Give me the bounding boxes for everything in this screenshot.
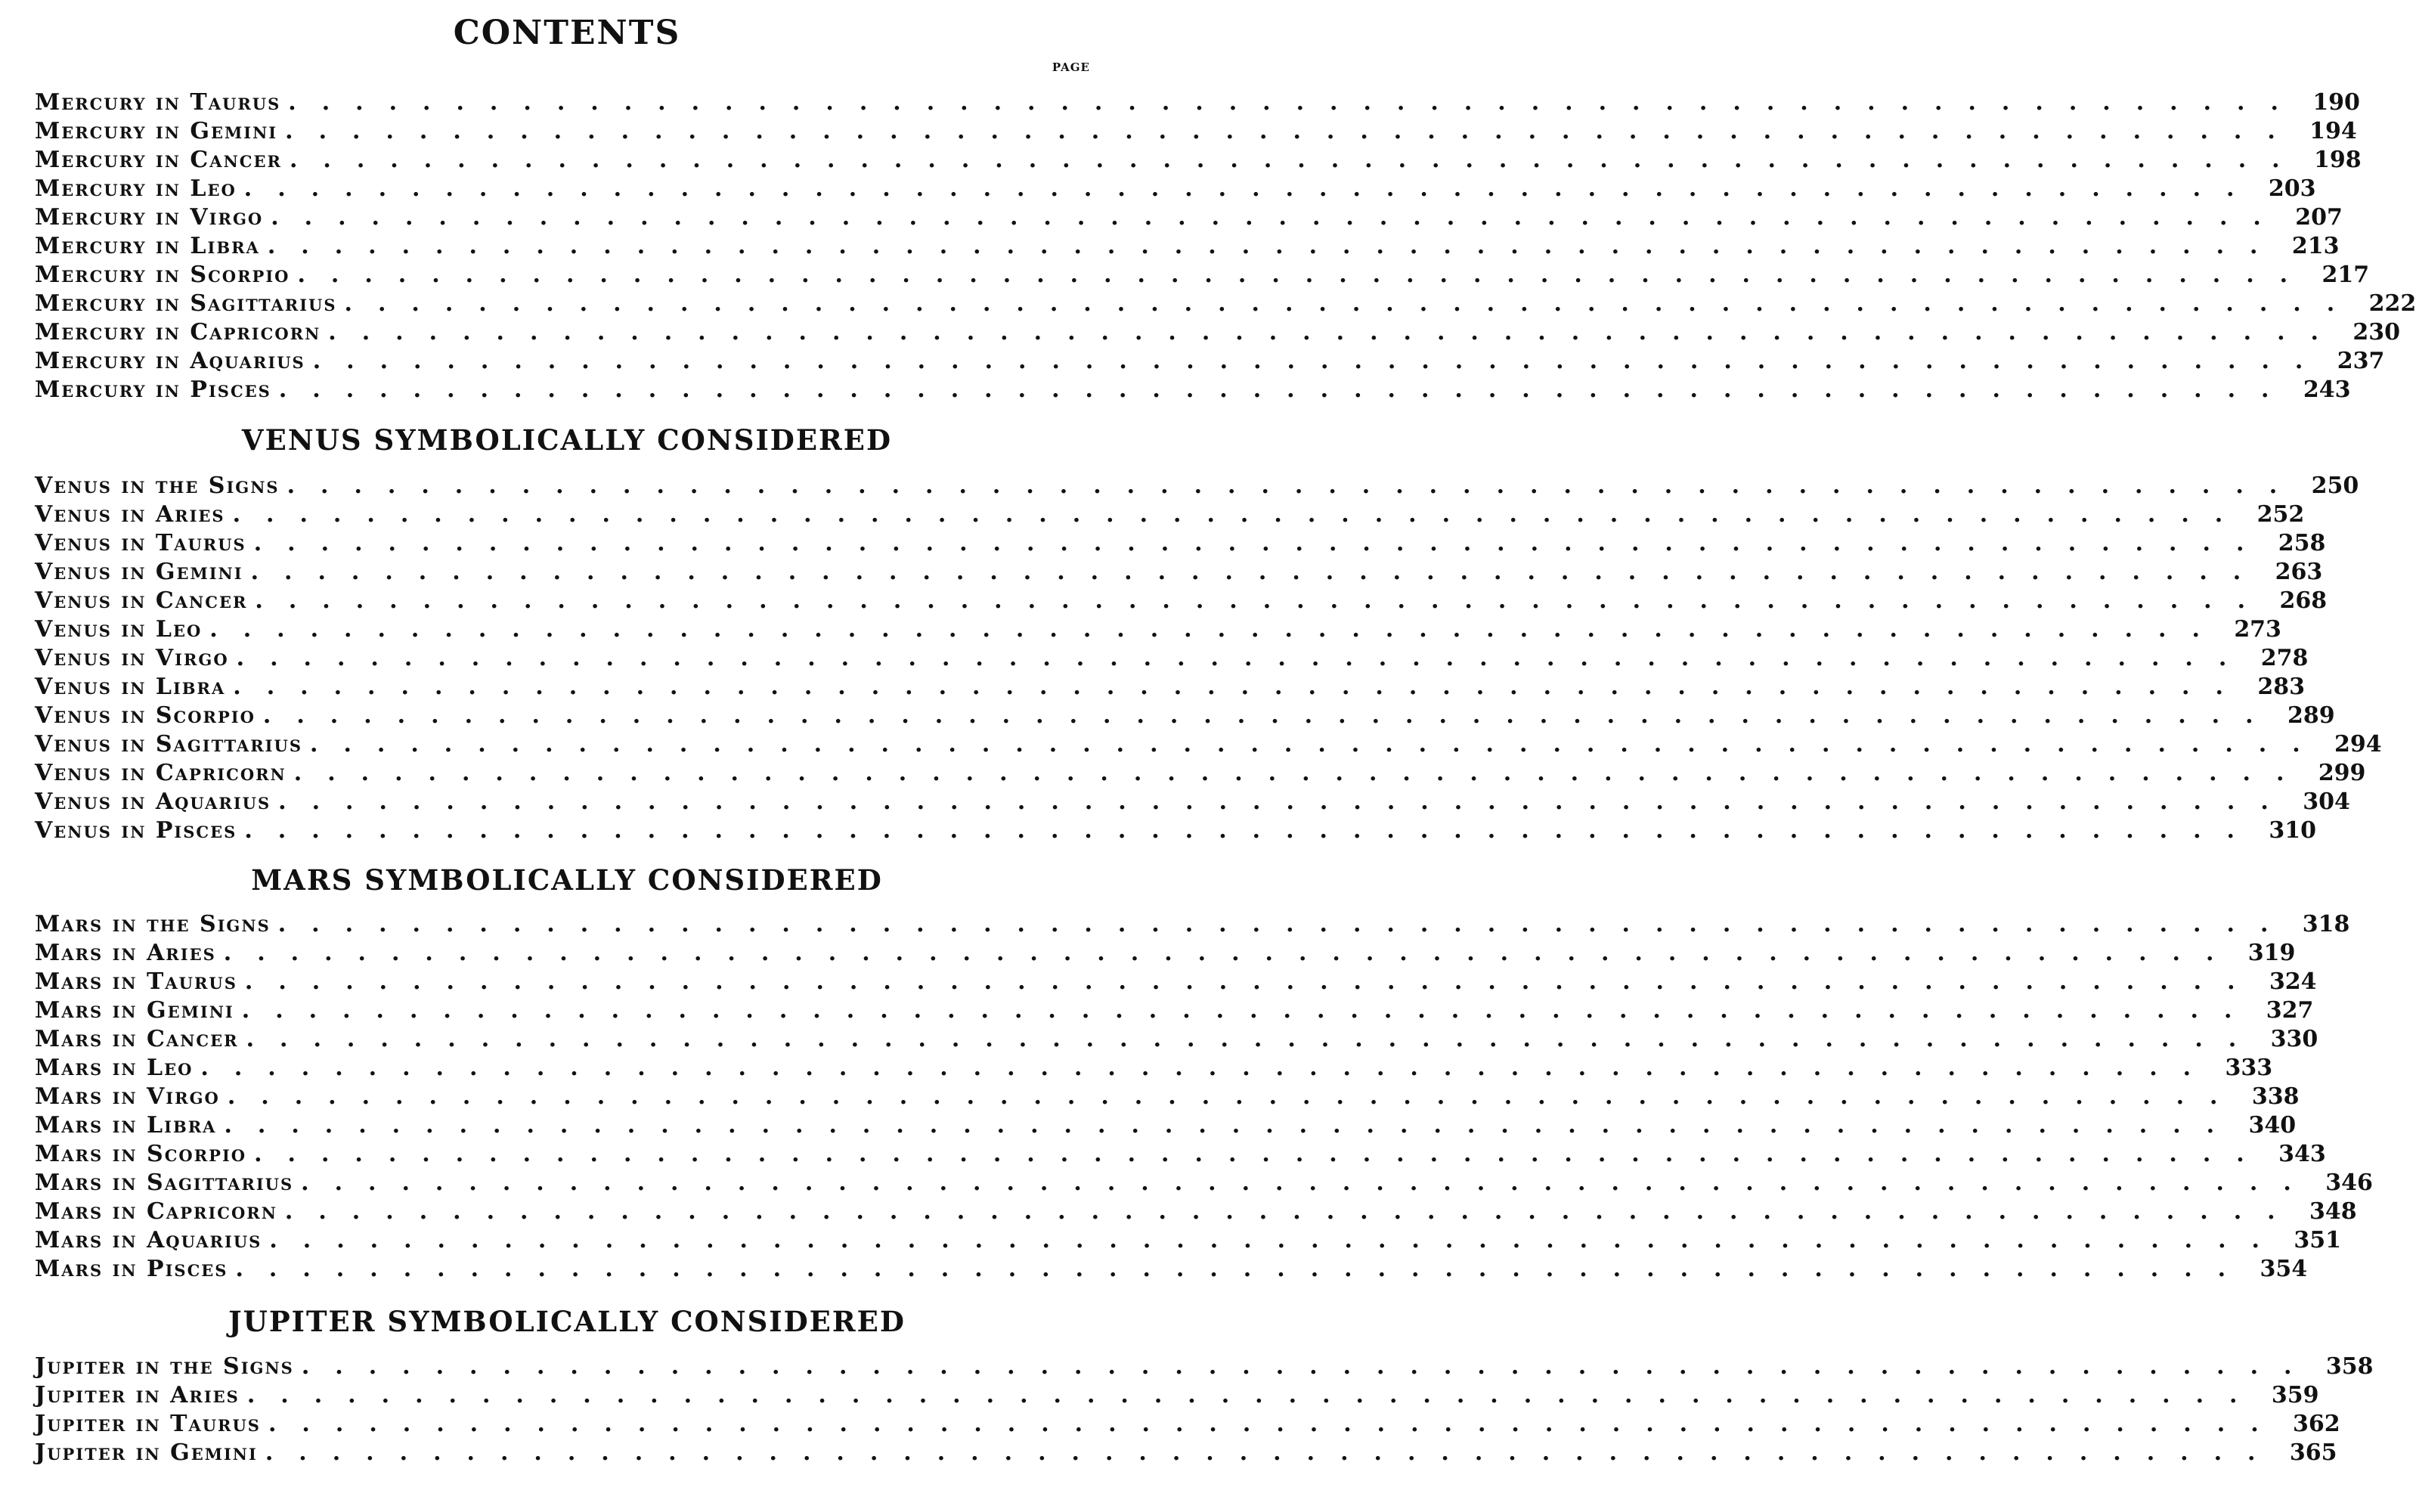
toc-entry: [35, 1026, 2318, 1055]
dot-leader: ............................................................: [200, 1055, 2217, 1081]
entry-page-number: 294: [2334, 731, 2382, 758]
entry-title: Mercury in Gemini: [35, 118, 278, 144]
dot-leader: ............................................................: [297, 262, 2314, 288]
entry-page-number: 230: [2353, 319, 2400, 345]
toc-entry: [35, 760, 2366, 789]
jupiter-heading-text: JUPITER SYMBOLICALLY CONSIDERED: [228, 1305, 906, 1338]
toc-entry: [35, 1141, 2326, 1170]
entry-page-number: 217: [2322, 262, 2370, 288]
toc-entry: [35, 530, 2326, 559]
entry-title: Mercury in Aquarius: [35, 348, 305, 374]
toc-entry: [35, 89, 2360, 118]
entry-page-number: 278: [2260, 645, 2309, 671]
dot-leader: ............................................................: [244, 817, 2260, 844]
toc-entry: [35, 501, 2305, 530]
entry-page-number: 258: [2278, 530, 2326, 556]
entry-title: Jupiter in Aries: [35, 1382, 240, 1408]
entry-title: Venus in Libra: [35, 674, 226, 700]
dot-leader: ............................................................: [344, 290, 2361, 317]
toc-entry: [35, 1170, 2373, 1198]
entry-page-number: 263: [2275, 559, 2323, 585]
entry-page-number: 237: [2337, 348, 2385, 374]
entry-title: Mercury in Libra: [35, 233, 260, 259]
toc-entry: [35, 1411, 2340, 1439]
toc-entry: [35, 1353, 2374, 1382]
entry-page-number: 203: [2268, 175, 2316, 202]
entry-page-number: 343: [2278, 1141, 2326, 1167]
entry-title: Mercury in Virgo: [35, 204, 264, 231]
entry-title: Venus in Sagittarius: [35, 731, 302, 758]
entry-page-number: 362: [2293, 1411, 2340, 1437]
dot-leader: ............................................................: [255, 587, 2272, 614]
entry-page-number: 310: [2269, 817, 2316, 844]
entry-page-number: 273: [2234, 616, 2281, 643]
toc-entry: [35, 262, 2370, 290]
dot-leader: ............................................................: [271, 204, 2287, 231]
toc-entry: [35, 175, 2316, 204]
toc-entry: [35, 290, 2416, 319]
entry-title: Mars in Taurus: [35, 968, 237, 995]
entry-title: Jupiter in the Signs: [35, 1353, 294, 1380]
entry-page-number: 304: [2303, 789, 2350, 815]
toc-entry: [35, 1256, 2308, 1284]
section-heading-jupiter: [0, 1305, 1134, 1338]
dot-leader: ............................................................: [285, 118, 2301, 144]
entry-title: Mercury in Taurus: [35, 89, 281, 116]
toc-entry: [35, 731, 2382, 760]
entry-page-number: 324: [2269, 968, 2317, 995]
entry-page-number: 250: [2311, 472, 2359, 499]
entry-page-number: 207: [2295, 204, 2343, 231]
toc-entry: [35, 1083, 2300, 1112]
entry-page-number: 354: [2260, 1256, 2308, 1282]
entry-page-number: 327: [2266, 997, 2314, 1024]
section-heading-venus: [0, 423, 1134, 457]
entry-title: Mars in Libra: [35, 1112, 217, 1139]
dot-leader: ............................................................: [289, 147, 2306, 173]
toc-entry: [35, 348, 2385, 376]
dot-leader: ............................................................: [277, 911, 2294, 937]
venus-entries: [35, 472, 2382, 846]
dot-leader: ............................................................: [288, 89, 2304, 116]
entry-title: Venus in Aries: [35, 501, 225, 528]
toc-entry: [35, 817, 2316, 846]
dot-leader: ............................................................: [244, 968, 2261, 995]
entry-title: Venus in Gemini: [35, 559, 243, 585]
entry-title: Venus in Pisces: [35, 817, 237, 844]
entry-page-number: 338: [2251, 1083, 2300, 1110]
dot-leader: ............................................................: [227, 1083, 2244, 1110]
toc-entry: [35, 674, 2305, 702]
dot-leader: ............................................................: [287, 472, 2303, 499]
entry-title: Mars in Virgo: [35, 1083, 220, 1110]
toc-entry: [35, 616, 2281, 645]
entry-page-number: 351: [2294, 1227, 2341, 1253]
entry-title: Mars in Aries: [35, 940, 216, 966]
dot-leader: ............................................................: [267, 233, 2284, 259]
toc-entry: [35, 147, 2362, 175]
entry-title: Jupiter in Taurus: [35, 1411, 261, 1437]
toc-entry: [35, 559, 2323, 587]
entry-page-number: 348: [2309, 1198, 2357, 1225]
entry-page-number: 190: [2312, 89, 2360, 116]
dot-leader: ............................................................: [301, 1170, 2317, 1196]
toc-entry: [35, 968, 2317, 997]
dot-leader: ............................................................: [268, 1411, 2284, 1437]
entry-title: Mars in Leo: [35, 1055, 194, 1081]
dot-leader: ............................................................: [328, 319, 2344, 345]
dot-leader: ............................................................: [223, 940, 2240, 966]
page-column-label: PAGE: [1052, 60, 1090, 74]
toc-entry: [35, 1382, 2319, 1411]
entry-page-number: 318: [2302, 911, 2350, 937]
toc-entry: [35, 1439, 2337, 1468]
dot-leader: ............................................................: [310, 731, 2326, 758]
toc-entry: [35, 376, 2351, 405]
entry-title: Venus in Taurus: [35, 530, 246, 556]
dot-leader: ............................................................: [278, 376, 2295, 403]
entry-title: Mercury in Capricorn: [35, 319, 321, 345]
entry-page-number: 268: [2279, 587, 2328, 614]
dot-leader: ............................................................: [235, 1256, 2252, 1282]
entry-page-number: 330: [2270, 1026, 2318, 1052]
toc-entry: [35, 472, 2359, 501]
entry-page-number: 346: [2325, 1170, 2373, 1196]
toc-entry: [35, 118, 2357, 147]
dot-leader: ............................................................: [269, 1227, 2285, 1253]
dot-leader: ............................................................: [293, 760, 2310, 786]
dot-leader: ............................................................: [224, 1112, 2241, 1139]
dot-leader: ............................................................: [243, 175, 2260, 202]
entry-page-number: 243: [2303, 376, 2351, 403]
entry-title: Mercury in Leo: [35, 175, 237, 202]
mercury-entries: [35, 89, 2416, 405]
jupiter-entries: [35, 1353, 2374, 1468]
toc-entry: [35, 789, 2350, 817]
toc-entry: [35, 997, 2314, 1026]
entry-title: Venus in Virgo: [35, 645, 229, 671]
entry-title: Venus in Cancer: [35, 587, 248, 614]
entry-title: Venus in Aquarius: [35, 789, 271, 815]
entry-title: Venus in Scorpio: [35, 702, 256, 729]
entry-page-number: 252: [2256, 501, 2305, 528]
section-heading-mars: [0, 863, 1134, 897]
entry-title: Mars in Scorpio: [35, 1141, 247, 1167]
entry-page-number: 340: [2248, 1112, 2297, 1139]
dot-leader: ............................................................: [233, 674, 2249, 700]
dot-leader: ............................................................: [254, 1141, 2270, 1167]
entry-title: Venus in Leo: [35, 616, 203, 643]
entry-page-number: 319: [2247, 940, 2296, 966]
entry-title: Mars in Pisces: [35, 1256, 228, 1282]
dot-leader: ............................................................: [241, 997, 2258, 1024]
toc-entry: [35, 587, 2328, 616]
entry-title: Venus in the Signs: [35, 472, 280, 499]
dot-leader: ............................................................: [236, 645, 2253, 671]
entry-page-number: 333: [2225, 1055, 2273, 1081]
entry-title: Mars in Gemini: [35, 997, 234, 1024]
entry-title: Mercury in Sagittarius: [35, 290, 337, 317]
entry-title: Jupiter in Gemini: [35, 1439, 258, 1466]
mars-entries: [35, 911, 2373, 1284]
toc-entry: [35, 1227, 2341, 1256]
dot-leader: ............................................................: [278, 789, 2294, 815]
toc-entry: [35, 319, 2400, 348]
entry-title: Venus in Capricorn: [35, 760, 287, 786]
dot-leader: ............................................................: [250, 559, 2267, 585]
entry-page-number: 299: [2318, 760, 2366, 786]
entry-title: Mars in Aquarius: [35, 1227, 262, 1253]
dot-leader: ............................................................: [262, 702, 2279, 729]
toc-entry: [35, 1055, 2273, 1083]
entry-page-number: 283: [2257, 674, 2305, 700]
entry-title: Mars in Capricorn: [35, 1198, 277, 1225]
entry-title: Mars in Cancer: [35, 1026, 239, 1052]
entry-page-number: 289: [2287, 702, 2335, 729]
entry-title: Mars in the Signs: [35, 911, 271, 937]
toc-entry: [35, 233, 2340, 262]
dot-leader: ............................................................: [284, 1198, 2301, 1225]
mars-heading-text: MARS SYMBOLICALLY CONSIDERED: [251, 863, 883, 897]
entry-page-number: 365: [2289, 1439, 2337, 1466]
entry-page-number: 358: [2325, 1353, 2374, 1380]
dot-leader: ............................................................: [301, 1353, 2318, 1380]
toc-entry: [35, 1198, 2357, 1227]
toc-entry: [35, 911, 2350, 940]
toc-entry: [35, 204, 2343, 233]
dot-leader: ............................................................: [246, 1382, 2263, 1408]
dot-leader: ............................................................: [312, 348, 2329, 374]
page-title: CONTENTS: [453, 14, 681, 52]
entry-page-number: 198: [2313, 147, 2362, 173]
dot-leader: ............................................................: [253, 530, 2270, 556]
entry-page-number: 222: [2368, 290, 2416, 317]
entry-page-number: 359: [2271, 1382, 2319, 1408]
dot-leader: ............................................................: [209, 616, 2226, 643]
entry-title: Mercury in Cancer: [35, 147, 282, 173]
dot-leader: ............................................................: [232, 501, 2249, 528]
entry-page-number: 213: [2291, 233, 2340, 259]
entry-page-number: 194: [2309, 118, 2357, 144]
dot-leader: ............................................................: [265, 1439, 2281, 1466]
toc-entry: [35, 702, 2335, 731]
toc-entry: [35, 1112, 2297, 1141]
entry-title: Mercury in Scorpio: [35, 262, 290, 288]
entry-title: Mars in Sagittarius: [35, 1170, 294, 1196]
toc-entry: [35, 940, 2296, 968]
dot-leader: ............................................................: [246, 1026, 2263, 1052]
entry-title: Mercury in Pisces: [35, 376, 271, 403]
toc-entry: [35, 645, 2309, 674]
venus-heading-text: VENUS SYMBOLICALLY CONSIDERED: [241, 423, 893, 457]
